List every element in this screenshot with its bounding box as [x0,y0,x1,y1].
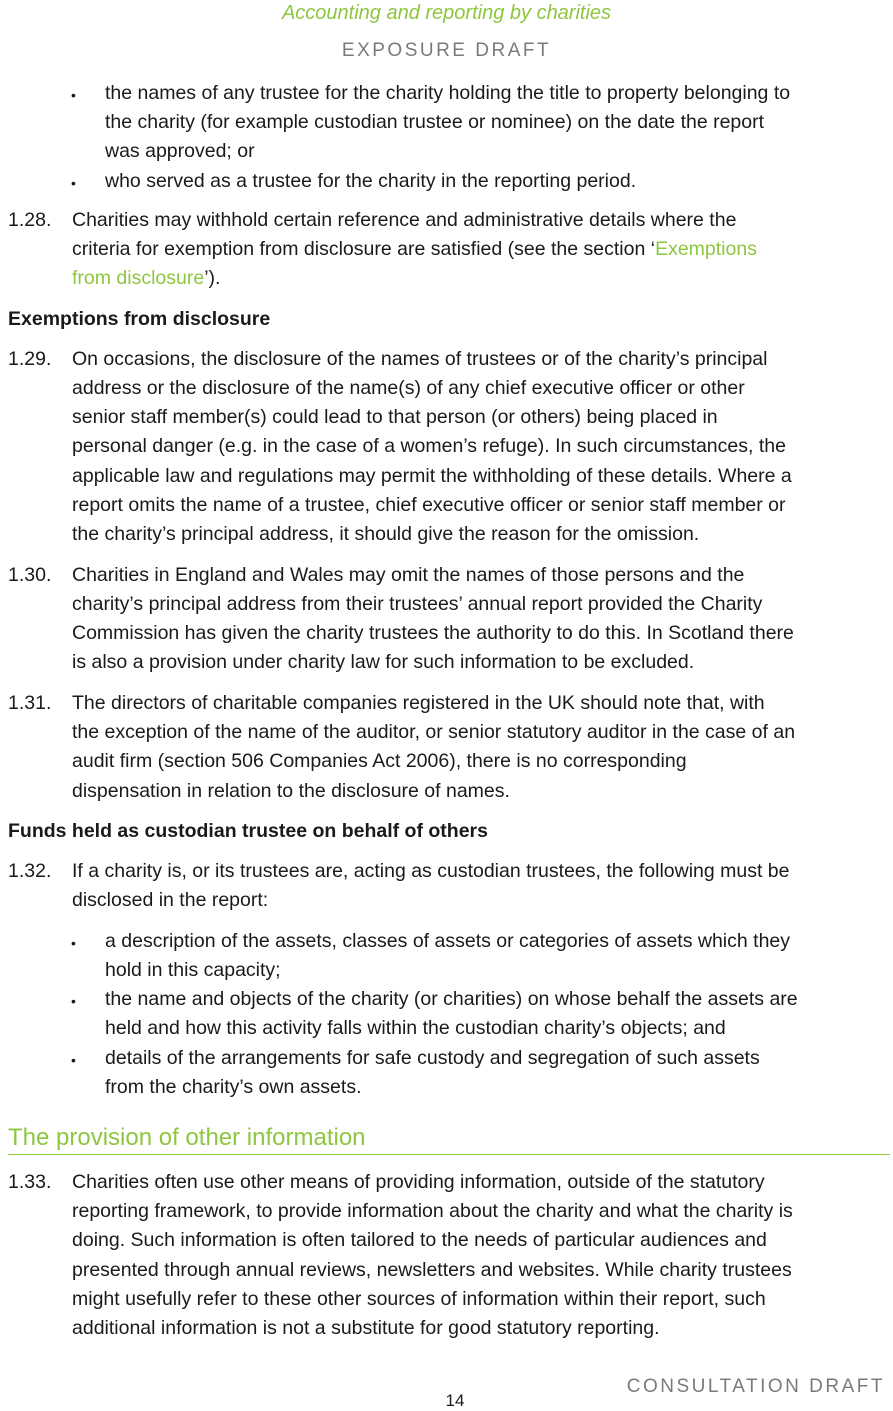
paragraph-line: reporting framework, to provide information about the charity and what the charity is [72,1200,793,1222]
bullet-line: who served as a trustee for the charity in the reporting period. [105,170,637,192]
paragraph-number: 1.33. [8,1171,52,1193]
paragraph-line: report omits the name of a trustee, chief executive officer or senior staff member or [72,494,786,516]
paragraph-number: 1.30. [8,564,52,586]
paragraph-line: Charities in England and Wales may omit the names of those persons and the [72,564,745,586]
paragraph-line: disclosed in the report: [72,889,269,911]
exposure-draft-label: EXPOSURE DRAFT [341,40,552,61]
bullet-line: held and how this activity falls within the custodian charity’s objects; and [105,1017,726,1039]
paragraph-number: 1.31. [8,692,52,714]
paragraph-line: Charities may withhold certain reference and administrative details where the [72,209,737,231]
paragraph-number: 1.29. [8,348,52,370]
paragraph-line: presented through annual reviews, newsletters and websites. While charity trustees [72,1259,792,1281]
paragraph-line: is also a provision under charity law for such information to be excluded. [72,651,695,673]
subheading-funds: Funds held as custodian trustee on behalf of others [8,820,488,842]
paragraph-text: criteria for exemption from disclosure are satisfied (see the section ‘ [72,238,656,260]
paragraph-line: applicable law and regulations may permit the withholding of these details. Where a [72,465,792,487]
bullet-icon: • [71,935,76,951]
paragraph-line: On occasions, the disclosure of the names of trustees or of the charity’s principal [72,348,768,370]
paragraph-line: Charities often use other means of providing information, outside of the statutory [72,1171,765,1193]
section-divider [8,1154,890,1155]
paragraph-number: 1.32. [8,860,52,882]
paragraph-line: might usefully refer to these other sources of information within their report, such [72,1288,766,1310]
bullet-line: the name and objects of the charity (or charities) on whose behalf the assets are [105,988,798,1010]
paragraph-line: the charity’s principal address, it should give the reason for the omission. [72,523,700,545]
bullet-line: details of the arrangements for safe custody and segregation of such assets [105,1047,760,1069]
bullet-line: the names of any trustee for the charity holding the title to property belonging to [105,82,791,104]
paragraph-number: 1.28. [8,209,52,231]
page-number: 14 [445,1391,465,1410]
bullet-icon: • [71,993,76,1009]
section-heading: The provision of other information [8,1124,366,1151]
paragraph-line: Commission has given the charity trustees the authority to do this. In Scotland there [72,622,794,644]
paragraph-line: The directors of charitable companies registered in the UK should note that, with [72,692,765,714]
bullet-icon: • [71,87,76,103]
paragraph-line: senior staff member(s) could lead to that person (or others) being placed in [72,406,718,428]
bullet-line: from the charity’s own assets. [105,1076,362,1098]
exemptions-link-continued[interactable]: from disclosure [72,267,205,289]
paragraph-line [72,267,220,289]
document-title: Accounting and reporting by charities [281,2,612,24]
paragraph-line: If a charity is, or its trustees are, acting as custodian trustees, the following must be [72,860,790,882]
paragraph-line: dispensation in relation to the disclosure of names. [72,780,510,802]
paragraph-line: doing. Such information is often tailored to the needs of particular audiences and [72,1229,767,1251]
paragraph-line: additional information is not a substitute for good statutory reporting. [72,1317,660,1339]
exemptions-link[interactable]: Exemptions [655,238,757,260]
bullet-line: was approved; or [105,140,255,162]
paragraph-line: the exception of the name of the auditor, or senior statutory auditor in the case of an [72,721,796,743]
bullet-icon: • [71,1052,76,1068]
paragraph-line: charity’s principal address from their trustees’ annual report provided the Charity [72,593,763,615]
paragraph-line: address or the disclosure of the name(s) of any chief executive officer or other [72,377,745,399]
bullet-line: hold in this capacity; [105,959,281,981]
bullet-line: a description of the assets, classes of assets or categories of assets which they [105,930,791,952]
paragraph-text: ’). [204,267,221,289]
bullet-line: the charity (for example custodian trustee or nominee) on the date the report [105,111,765,133]
paragraph-line: audit firm (section 506 Companies Act 2006), there is no corresponding [72,750,687,772]
paragraph-line [72,238,757,260]
consultation-draft-label: CONSULTATION DRAFT [626,1376,885,1397]
bullet-icon: • [71,175,76,191]
paragraph-line: personal danger (e.g. in the case of a women’s refuge). In such circumstances, the [72,435,786,457]
subheading-exemptions: Exemptions from disclosure [8,308,271,330]
